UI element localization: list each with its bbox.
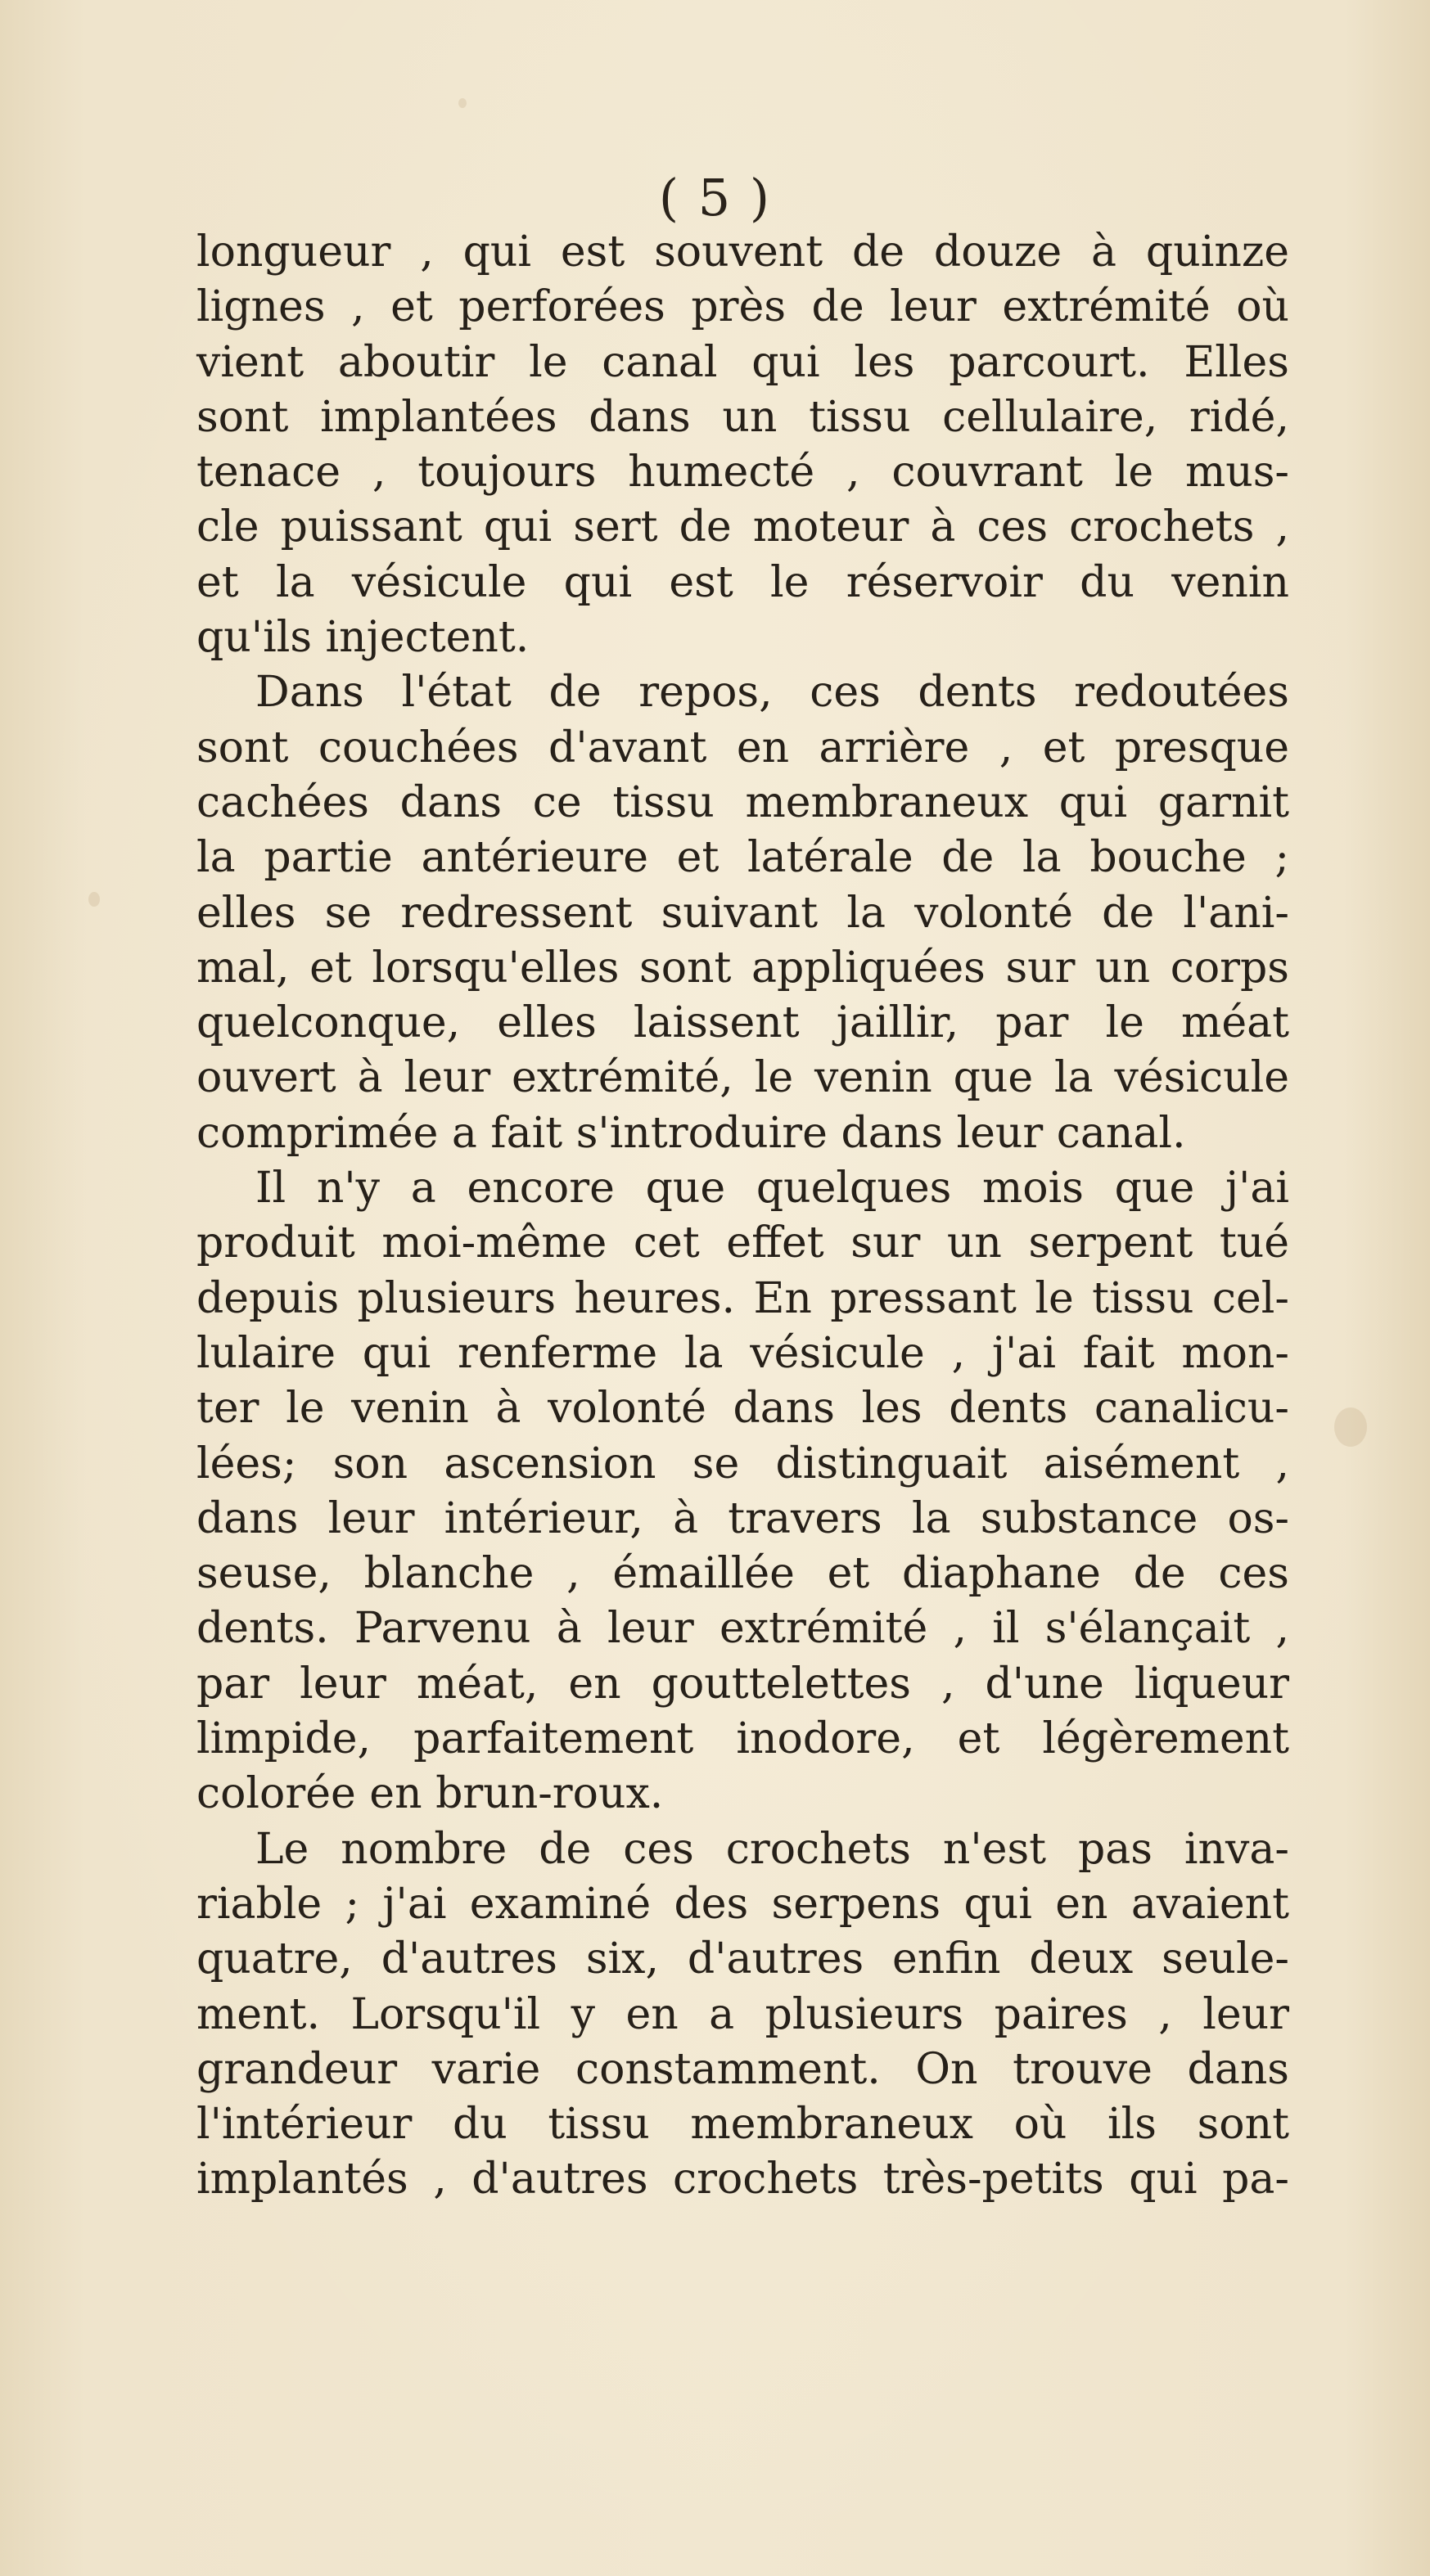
text-line: quelconque, elles laissent jaillir, par le méat [196, 998, 1289, 1048]
body-text [196, 225, 1289, 2208]
text-line: Il n'y a encore que quelques mois que j'ai [255, 1164, 1289, 1214]
text-line: ment. Lorsqu'il y en a plusieurs paires , leur [196, 1989, 1289, 2039]
text-line: dents. Parvenu à leur extrémité , il s'élançait , [196, 1604, 1289, 1654]
text-line: depuis plusieurs heures. En pressant le tissu cel- [196, 1273, 1289, 1323]
text-line: comprimée a fait s'introduire dans leur canal. [196, 1108, 1186, 1158]
text-line: elles se redressent suivant la volonté de l'ani- [196, 888, 1289, 938]
text-line: limpide, parfaitement inodore, et légèrement [196, 1714, 1289, 1764]
text-line: ter le venin à volonté dans les dents canalicu- [196, 1384, 1289, 1434]
text-line: Le nombre de ces crochets n'est pas inva- [255, 1824, 1289, 1874]
text-line: dans leur intérieur, à travers la substance os- [196, 1493, 1289, 1543]
text-line: la partie antérieure et latérale de la bouche ; [196, 833, 1289, 883]
text-line: vient aboutir le canal qui les parcourt. Elles [196, 337, 1289, 387]
text-line: mal, et lorsqu'elles sont appliquées sur un corps [196, 943, 1289, 993]
text-line: sont couchées d'avant en arrière , et presque [196, 723, 1289, 772]
text-line: lées; son ascension se distinguait aisément , [196, 1439, 1289, 1488]
text-line: cle puissant qui sert de moteur à ces crochets , [196, 502, 1289, 552]
text-line: lignes , et perforées près de leur extrémité où [196, 282, 1289, 332]
text-line: quatre, d'autres six, d'autres enfin deux seule- [196, 1934, 1289, 1984]
text-line: par leur méat, en gouttelettes , d'une liqueur [196, 1659, 1289, 1709]
text-line: produit moi-même cet effet sur un serpent tué [196, 1218, 1289, 1268]
paper-stain [1334, 1407, 1367, 1447]
text-line: qu'ils injectent. [196, 613, 530, 663]
text-line: l'intérieur du tissu membraneux où ils sont [196, 2100, 1289, 2150]
text-line: tenace , toujours humecté , couvrant le mus- [196, 448, 1289, 498]
text-line: grandeur varie constamment. On trouve dans [196, 2044, 1289, 2094]
text-line: implantés , d'autres crochets très-petits qui pa- [196, 2155, 1289, 2204]
page-number: ( 5 ) [658, 168, 772, 227]
text-line: seuse, blanche , émaillée et diaphane de ces [196, 1549, 1289, 1599]
text-line: Dans l'état de repos, ces dents redoutées [255, 668, 1289, 718]
text-line: longueur , qui est souvent de douze à quinze [196, 227, 1289, 277]
text-line: riable ; j'ai examiné des serpens qui en avaient [196, 1879, 1289, 1929]
text-line: cachées dans ce tissu membraneux qui garnit [196, 777, 1289, 827]
text-line: et la vésicule qui est le réservoir du venin [196, 557, 1289, 607]
paper-stain [458, 98, 467, 108]
text-line: ouvert à leur extrémité, le venin que la vésicule [196, 1053, 1289, 1103]
text-line: lulaire qui renferme la vésicule , j'ai fait mon- [196, 1328, 1289, 1378]
text-line: sont implantées dans un tissu cellulaire, ridé, [196, 392, 1289, 442]
text-line: colorée en brun-roux. [196, 1769, 664, 1819]
paper-stain [88, 892, 100, 907]
